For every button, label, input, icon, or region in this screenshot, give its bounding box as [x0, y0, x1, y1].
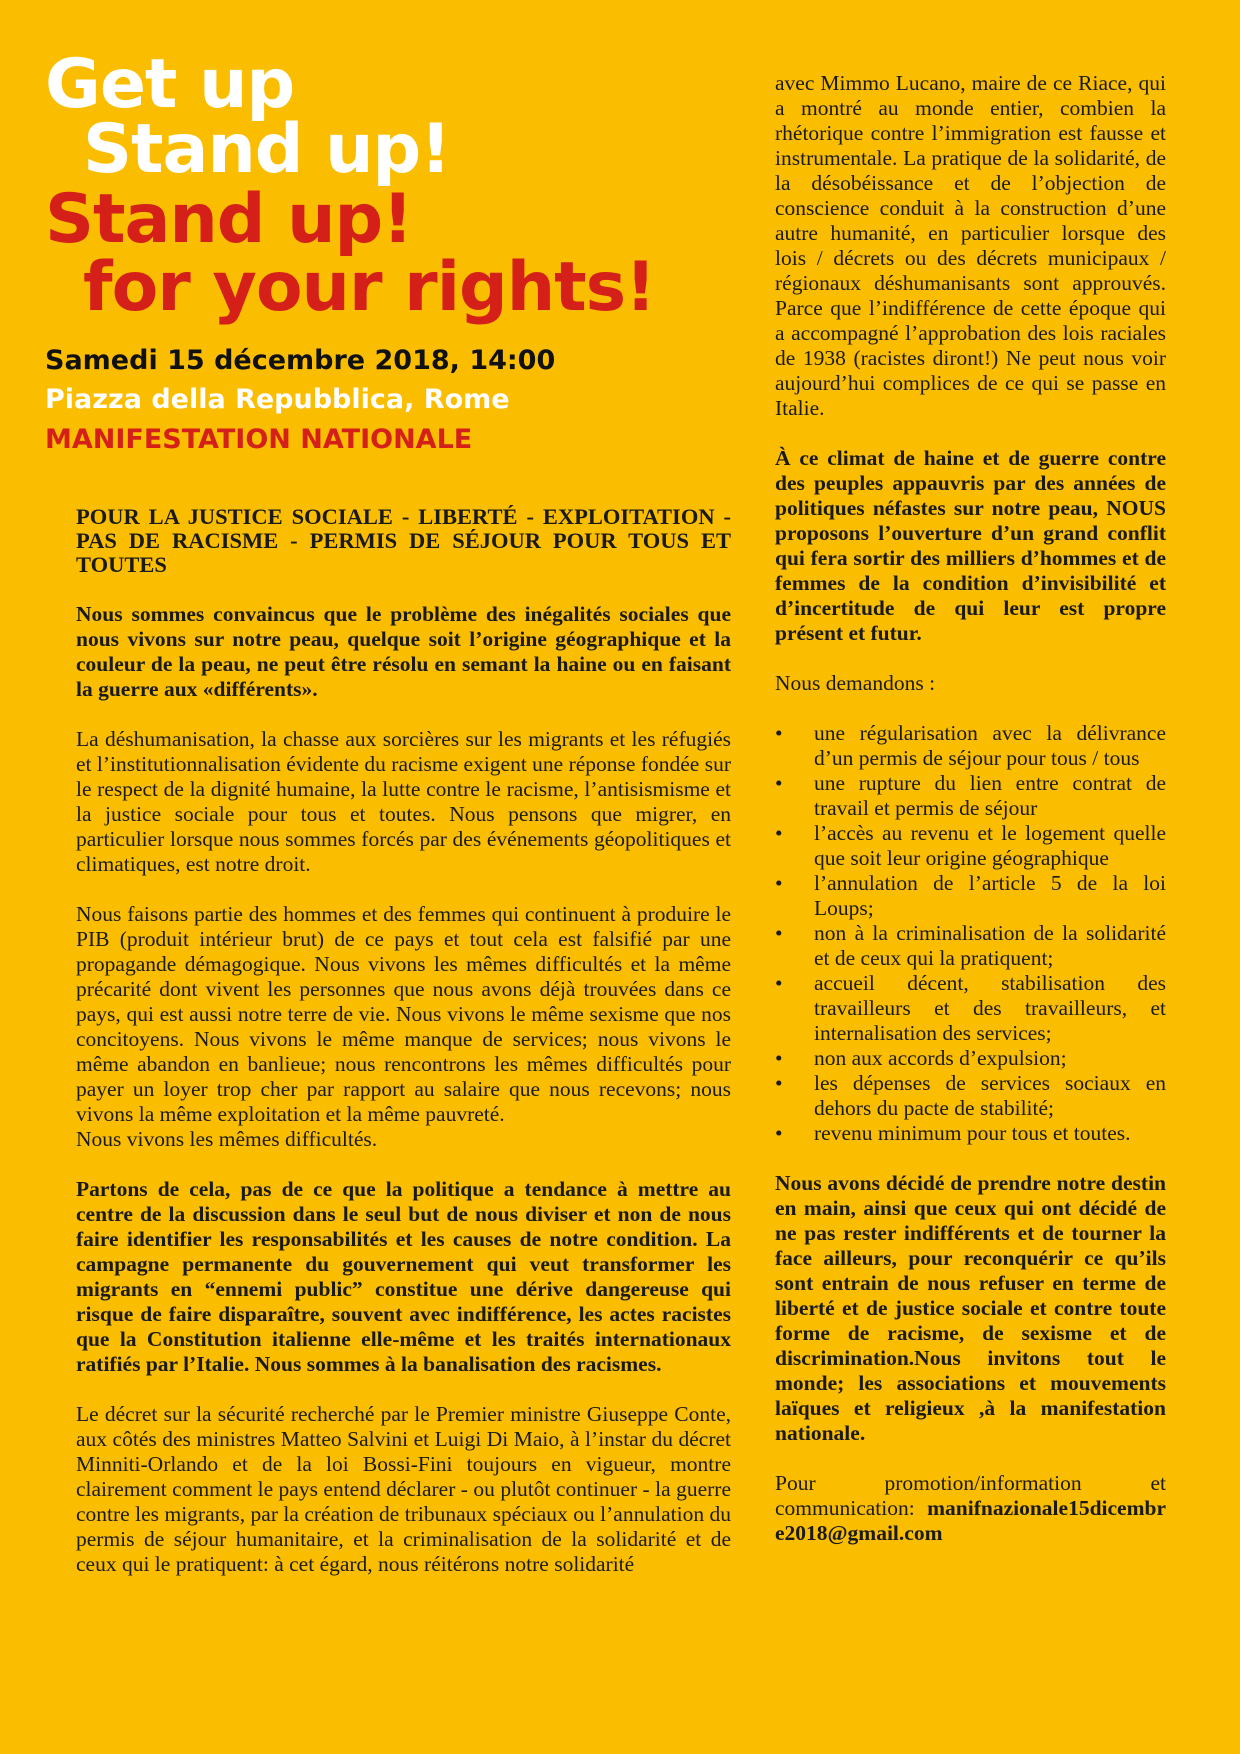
title-line-stand-up-red: Stand up!: [45, 180, 413, 259]
demand-text: les dépenses de services sociaux en dehors du pacte de stabilité;: [814, 1071, 1166, 1120]
bullet-icon: •: [775, 1071, 783, 1095]
bullet-icon: •: [775, 871, 783, 895]
title-line-for-your-rights: for your rights!: [83, 248, 656, 327]
bullet-icon: •: [775, 821, 783, 845]
demand-item: [775, 771, 1166, 821]
demand-text: accueil décent, stabilisation des travailleurs et des travailleurs, et internalisation des services;: [814, 971, 1166, 1045]
left-paragraph-4: Partons de cela, pas de ce que la politique a tendance à mettre au centre de la discussion dans le seul but de nous diviser et non de nous faire identifier les responsabilités et les causes de notre condition. La campagne permanente du gouvernement qui veut transformer les migrants en “ennemi public” constitue une dérive dangereuse qui risque de faire disparaître, souvent avec indifférence, les actes racistes que la Constitution italienne elle-même et les traités internationaux ratifiés par l’Italie. Nous sommes à la banalisation des racismes.: [76, 1177, 731, 1376]
title-line-get-up: Get up: [45, 45, 295, 124]
right-paragraph-1: avec Mimmo Lucano, maire de ce Riace, qui a montré au monde entier, combien la rhétorique contre l’immigration est fausse et instrumentale. La pratique de la solidarité, de la désobéissance et de l’objection de conscience conduit à la construction d’une autre humanité, en particulier lorsque des lois / décrets ou des décrets municipaux / régionaux déshumanisants sont approuvés. Parce que l’indifférence de cette époque qui a accompagné l’approbation des lois raciales de 1938 (racistes diront!) Ne peut nous voir aujourd’hui complices de ce qui se passe en Italie.: [775, 71, 1166, 420]
event-date: Samedi 15 décembre 2018, 14:00: [45, 345, 556, 376]
demand-text: l’accès au revenu et le logement quelle que soit leur origine géographique: [814, 821, 1166, 870]
bullet-icon: •: [775, 721, 783, 745]
demand-text: l’annulation de l’article 5 de la loi Loups;: [814, 871, 1166, 920]
demand-text: une rupture du lien entre contrat de travail et permis de séjour: [814, 771, 1166, 820]
right-paragraph-2: À ce climat de haine et de guerre contre des peuples appauvris par des années de politiques néfastes sur notre peau, NOUS proposons l’ouverture d’un grand conflit qui fera sortir des milliers d’hommes et de femmes de la condition d’invisibilité et d’incertitude de qui leur est propre présent et futur.: [775, 446, 1166, 645]
demand-item: [775, 821, 1166, 871]
demand-item: [775, 721, 1166, 771]
bullet-icon: •: [775, 1046, 783, 1070]
demand-item: [775, 871, 1166, 921]
left-paragraph-3-end: Nous vivons les mêmes difficultés.: [76, 1127, 378, 1151]
bullet-icon: •: [775, 1121, 783, 1145]
bullet-icon: •: [775, 921, 783, 945]
left-paragraph-1: Nous sommes convaincus que le problème des inégalités sociales que nous vivons sur notre peau, quelque soit l’origine géographique et la couleur de la peau, ne peut être résolu en semant la haine ou en faisant la guerre aux «différents».: [76, 602, 731, 701]
event-type: MANIFESTATION NATIONALE: [45, 424, 473, 455]
contact-text: Pour promotion/information et communication:: [775, 1471, 1166, 1520]
demand-item: [775, 1046, 1166, 1071]
right-paragraph-3: Nous avons décidé de prendre notre destin en main, ainsi que ceux qui ont décidé de ne pas rester indifférents et de tourner la face ailleurs, pour reconquérir ce qu’ils sont entrain de nous refuser en terme de liberté et de justice sociale et contre toute forme de racisme, de sexisme et de discrimination.Nous invitons tout le monde; les associations et mouvements laïques et religieux ,à la manifestation nationale.: [775, 1171, 1166, 1445]
left-heading: POUR LA JUSTICE SOCIALE - LIBERTÉ - EXPLOITATION - PAS DE RACISME - PERMIS DE SÉJOUR POUR TOUS ET TOUTES: [76, 504, 731, 577]
left-paragraph-3: Nous faisons partie des hommes et des femmes qui continuent à produire le PIB (produit intérieur brut) de ce pays et tout cela est falsifié par une propagande démagogique. Nous vivons les mêmes difficultés et la même précarité dont vivent les personnes que nous avons déjà trouvées dans ce pays, qui est aussi notre terre de vie. Nous vivons le même sexisme que nos concitoyens. Nous vivons le même manque de services; nous vivons le même abandon en banlieue; nous rencontrons les mêmes difficultés pour payer un loyer trop cher par rapport au salaire que nous recevons; nous vivons la même exploitation et la même pauvreté.: [76, 902, 731, 1126]
event-place: Piazza della Repubblica, Rome: [45, 384, 510, 415]
demand-text: revenu minimum pour tous et toutes.: [814, 1121, 1131, 1145]
demand-item: [775, 1071, 1166, 1121]
bullet-icon: •: [775, 771, 783, 795]
right-column: [775, 71, 1166, 1571]
demand-item: [775, 921, 1166, 971]
contact-email-link[interactable]: manifnazionale15dicembre2018@gmail.com: [775, 1496, 1166, 1545]
left-paragraph-2: La déshumanisation, la chasse aux sorcières sur les migrants et les réfugiés et l’institutionnalisation évidente du racisme exigent une réponse fondée sur le respect de la dignité humaine, la lutte contre le racisme, l’antisismisme et la justice sociale pour tous et toutes. Nous pensons que migrer, en particulier lorsque nous sommes forcés par des événements géopolitiques et climatiques, est notre droit.: [76, 727, 731, 876]
left-column: [76, 505, 731, 1602]
demand-item: [775, 1121, 1166, 1146]
left-paragraph-5: Le décret sur la sécurité recherché par le Premier ministre Giuseppe Conte, aux côtés des ministres Matteo Salvini et Luigi Di Maio, à l’instar du décret Minniti-Orlando et de la loi Bossi-Fini toujours en vigueur, montre clairement comment le pays entend déclarer - ou plutôt continuer - la guerre contre les migrants, par la création de tribunaux spéciaux ou l’annulation du permis de séjour humanitaire, et la criminalisation de la solidarité et de ceux qui le pratiquent: à cet égard, nous réitérons notre solidarité: [76, 1402, 731, 1576]
demand-text: non aux accords d’expulsion;: [814, 1046, 1067, 1070]
contact: [775, 1471, 1166, 1546]
demand-item: [775, 971, 1166, 1046]
demand-text: une régularisation avec la délivrance d’un permis de séjour pour tous / tous: [814, 721, 1166, 770]
demands-intro: Nous demandons :: [775, 671, 936, 695]
demand-text: non à la criminalisation de la solidarité et de ceux qui la pratiquent;: [814, 921, 1166, 970]
demands-list: [775, 721, 1166, 1146]
title-line-stand-up: Stand up!: [83, 110, 451, 189]
bullet-icon: •: [775, 971, 783, 995]
